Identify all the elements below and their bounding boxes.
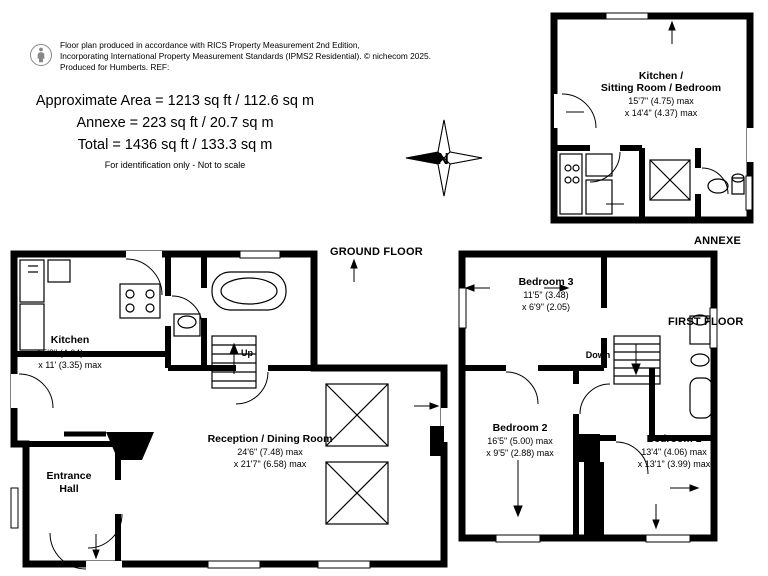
stairs-up-label: Up [241,348,253,358]
compass-north-icon [400,118,488,198]
approximate-area: Approximate Area = 1213 sq ft / 112.6 sq m [35,93,315,109]
bedroom1-label: Bedroom 1 [646,433,702,445]
reception-dim2: x 21'7" (6.58) max [233,459,307,469]
disclaimer-line-3: Produced for Humberts. REF: [60,62,170,73]
ground-floor-plan [8,248,452,570]
ground-floor-title: GROUND FLOOR [330,246,423,258]
kitchen-dim1: 15'3" (4.64) max [37,348,103,358]
bedroom2-label: Bedroom 2 [492,422,548,434]
bedroom3-dim2: x 6'9" (2.05) [522,302,570,312]
kitchen-dim2: x 11' (3.35) max [38,360,102,370]
info-person-icon [30,42,52,72]
disclaimer-line-2: Incorporating International Property Measurement Standards (IPMS2 Residential). © nichecom 2025. [60,51,431,62]
first-floor-title: FIRST FLOOR [668,316,744,328]
annexe-room-dim2: x 14'4" (4.37) max [624,108,698,118]
bedroom3-dim1: 11'5" (3.48) [523,290,569,300]
disclaimer-line-1: Floor plan produced in accordance with RICS Property Measurement 2nd Edition, [60,40,360,50]
stairs-down-label: Down [585,350,611,360]
bedroom1-dim2: x 13'1" (3.99) max [637,459,711,469]
bedroom2-dim1: 16'5" (5.00) max [487,436,553,446]
annexe-room-title-line2: Sitting Room / Bedroom [600,82,722,94]
bedroom2-dim2: x 9'5" (2.88) max [486,448,554,458]
reception-label: Reception / Dining Room [207,433,333,445]
area-summary [30,90,320,173]
disclaimer-text [60,40,470,74]
annexe-room-dim1: 15'7" (4.75) max [628,96,694,106]
kitchen-label: Kitchen [50,334,90,346]
annexe-room-title-line1: Kitchen / [638,70,684,82]
identification-note: For identification only - Not to scale [104,160,246,171]
entrance-hall-label-2: Hall [59,483,79,495]
bedroom3-label: Bedroom 3 [518,276,574,288]
annexe-floor-title: ANNEXE [694,235,742,247]
total-area: Total = 1436 sq ft / 133.3 sq m [77,137,273,154]
svg-text:N: N [437,151,449,168]
bedroom1-dim1: 13'4" (4.06) max [641,447,707,457]
reception-dim1: 24'6" (7.48) max [237,447,303,457]
entrance-hall-label-1: Entrance [46,470,92,482]
annexe-area: Annexe = 223 sq ft / 20.7 sq m [76,115,274,132]
